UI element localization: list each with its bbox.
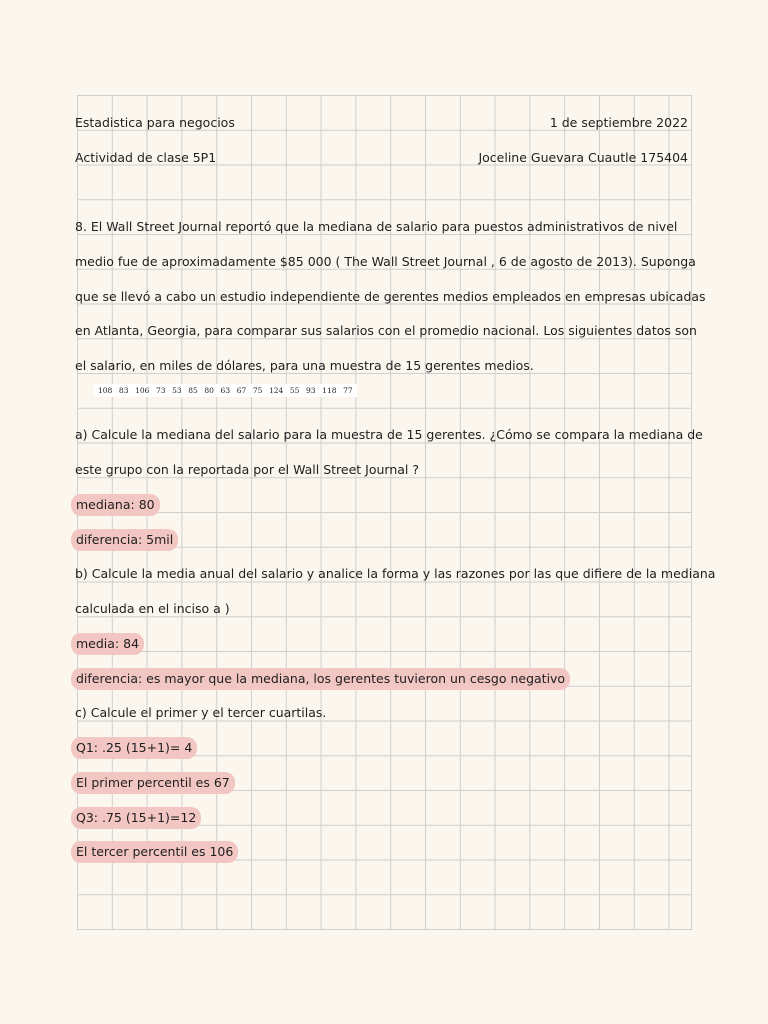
data-value: 108 (98, 386, 113, 395)
mean-answer: media: 84 (71, 633, 144, 655)
part-c-question: c) Calcule el primer y el tercer cuartilas. (75, 705, 327, 720)
question-line (75, 563, 716, 585)
data-value: 73 (155, 386, 166, 395)
salary-data-strip (94, 384, 357, 397)
data-value: 55 (289, 386, 300, 395)
question-line (75, 424, 703, 446)
data-value: 53 (172, 386, 182, 395)
student-name: Joceline Guevara Cuautle 175404 (478, 150, 688, 165)
data-value: 83 (118, 386, 129, 395)
median-answer: mediana: 80 (71, 494, 160, 516)
header-row-2 (77, 147, 691, 169)
answer-line (77, 668, 691, 690)
q3-calculation: Q3: .75 (15+1)=12 (71, 807, 201, 829)
q1-calculation: Q1: .25 (15+1)= 4 (71, 737, 197, 759)
question-line (77, 459, 691, 481)
q1-result: El primer percentil es 67 (71, 772, 235, 794)
problem-line (75, 251, 696, 273)
part-b-question: b) Calcule la media anual del salario y analice la forma y las razones por las que difiere de la mediana (75, 566, 716, 581)
part-a-question: a) Calcule la mediana del salario para la muestra de 15 gerentes. ¿Cómo se compara la mediana de (75, 427, 703, 442)
data-value: 77 (343, 386, 353, 395)
problem-line (77, 216, 691, 238)
problem-text: medio fue de aproximadamente $85 000 ( The Wall Street Journal , 6 de agosto de 2013). Suponga (75, 254, 696, 269)
problem-text: 8. El Wall Street Journal reportó que la mediana de salario para puestos administrativos de nivel (75, 219, 678, 234)
answer-line (77, 841, 691, 863)
problem-text: el salario, en miles de dólares, para una muestra de 15 gerentes medios. (75, 358, 534, 373)
answer-line (77, 772, 691, 794)
problem-text: en Atlanta, Georgia, para comparar sus salarios con el promedio nacional. Los siguientes datos son (75, 323, 697, 338)
data-value: 75 (252, 386, 263, 395)
grid-paper-sheet (75, 95, 716, 930)
answer-line (77, 494, 691, 516)
question-line (77, 598, 691, 620)
problem-line (77, 355, 691, 377)
answer-line (77, 633, 691, 655)
question-line (77, 702, 691, 724)
data-value: 80 (204, 386, 214, 395)
data-value: 63 (220, 386, 231, 395)
data-value: 124 (268, 386, 284, 395)
data-value: 85 (188, 386, 198, 395)
problem-line (75, 286, 706, 308)
answer-line (77, 529, 691, 551)
difference-answer: diferencia: 5mil (71, 529, 178, 551)
course-title: Estadistica para negocios (75, 115, 235, 130)
header-row-1 (77, 112, 691, 134)
data-value: 67 (236, 386, 247, 395)
answer-line (77, 737, 691, 759)
q3-result: El tercer percentil es 106 (71, 841, 238, 863)
activity-title: Actividad de clase 5P1 (75, 150, 217, 165)
data-value: 118 (322, 386, 337, 395)
problem-text: que se llevó a cabo un estudio independiente de gerentes medios empleados en empresas ubicadas (75, 289, 706, 304)
part-a-question: este grupo con la reportada por el Wall Street Journal ? (75, 462, 420, 477)
data-value: 93 (306, 386, 316, 395)
document-date: 1 de septiembre 2022 (549, 115, 688, 130)
answer-line (77, 807, 691, 829)
problem-line (75, 320, 697, 342)
data-value: 106 (135, 386, 150, 395)
part-b-question: calculada en el inciso a ) (75, 601, 230, 616)
mean-difference-answer: diferencia: es mayor que la mediana, los gerentes tuvieron un cesgo negativo (71, 668, 570, 690)
